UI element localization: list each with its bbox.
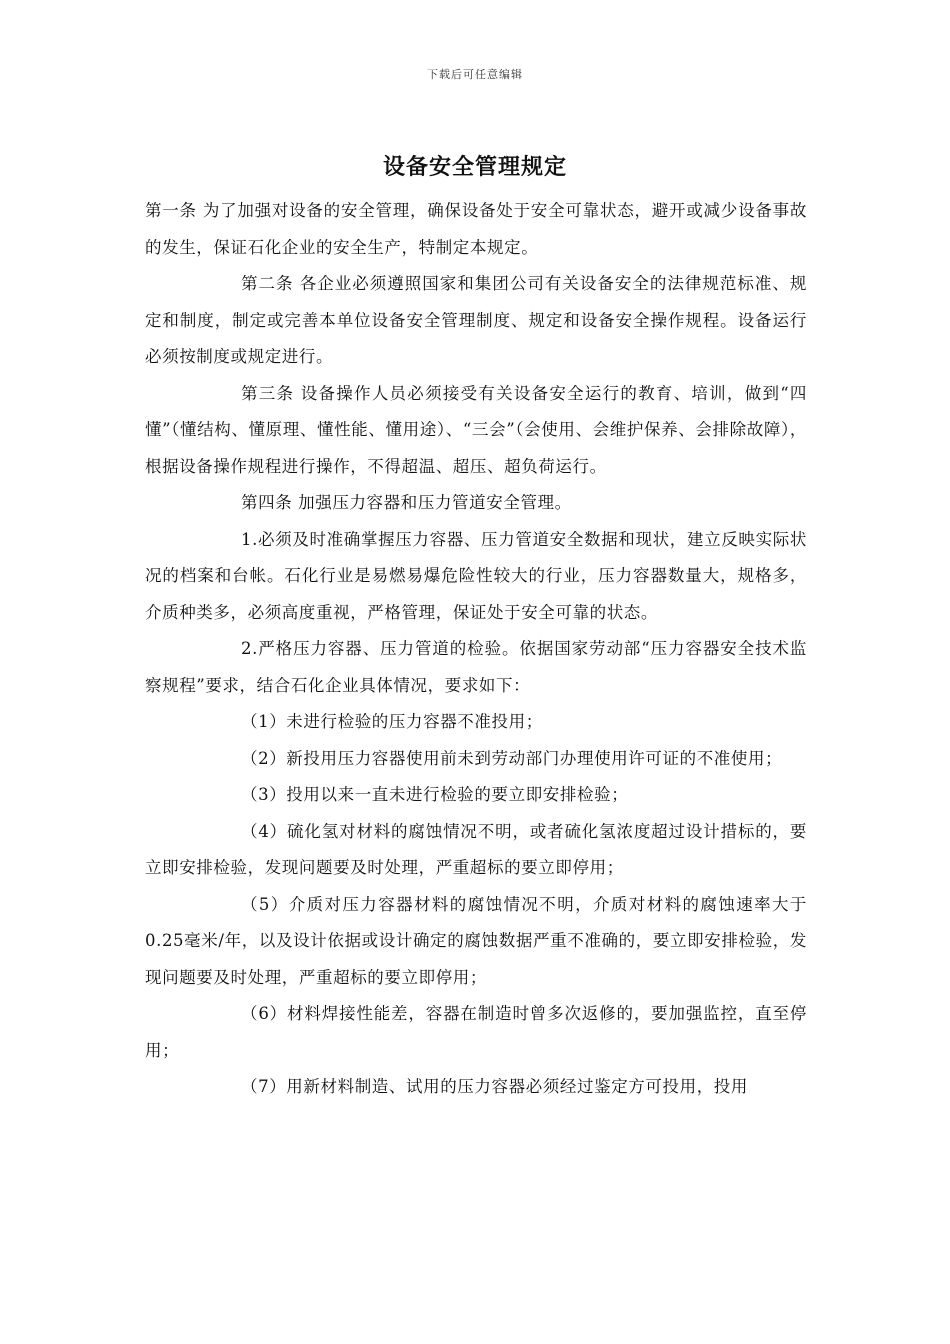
paragraph-subitem-2: （2）新投用压力容器使用前未到劳动部门办理使用许可证的不准使用； — [241, 748, 783, 768]
document-title: 设备安全管理规定 — [382, 154, 567, 180]
paragraph-item-2: 2.严格压力容器、压力管道的检验。依据国家劳动部“压力容器安全技术监察规程”要求，结合石化企业具体情况，要求如下： — [145, 639, 807, 695]
paragraph-article-4: 第四条 加强压力容器和压力管道安全管理。 — [241, 493, 572, 512]
document-body — [145, 193, 807, 1106]
paragraph-subitem-1: （1）未进行检验的压力容器不准投用； — [241, 712, 543, 731]
paragraph-subitem-5: （5）介质对压力容器材料的腐蚀情况不明，介质对材料的腐蚀速率大于0.25毫米/年，以及设计依据或设计确定的腐蚀数据严重不准确的，要立即安排检验，发现问题要及时处理，严重超标的要立即停用； — [145, 894, 807, 987]
header-note: 下载后可任意编辑 — [427, 68, 523, 81]
paragraph-subitem-3: （3）投用以来一直未进行检验的要立即安排检验； — [241, 785, 629, 804]
paragraph-item-1: 1.必须及时准确掌握压力容器、压力管道安全数据和现状，建立反映实际状况的档案和台帐。石化行业是易燃易爆危险性较大的行业，压力容器数量大，规格多，介质种类多，必须高度重视，严格管理，保证处于安全可靠的状态。 — [145, 529, 807, 622]
paragraph-subitem-4: （4）硫化氢对材料的腐蚀情况不明，或者硫化氢浓度超过设计措标的，要立即安排检验，发现问题要及时处理，严重超标的要立即停用； — [145, 821, 807, 877]
paragraph-article-3: 第三条 设备操作人员必须接受有关设备安全运行的教育、培训，做到“四懂”（懂结构、懂原理、懂性能、懂用途）、“三会”（会使用、会维护保养、会排除故障），根据设备操作规程进行操作，不得超温、超压、超负荷运行。 — [145, 383, 807, 476]
paragraph-subitem-7: （7）用新材料制造、试用的压力容器必须经过鉴定方可投用，投用 — [241, 1077, 748, 1096]
paragraph-article-2: 第二条 各企业必须遵照国家和集团公司有关设备安全的法律规范标准、规定和制度，制定或完善本单位设备安全管理制度、规定和设备安全操作规程。设备运行必须按制度或规定进行。 — [145, 274, 807, 366]
paragraph-article-1: 第一条 为了加强对设备的安全管理，确保设备处于安全可靠状态，避开或减少设备事故的发生，保证石化企业的安全生产，特制定本规定。 — [145, 201, 807, 257]
paragraph-subitem-6: （6）材料焊接性能差，容器在制造时曾多次返修的，要加强监控，直至停用； — [145, 1004, 807, 1060]
